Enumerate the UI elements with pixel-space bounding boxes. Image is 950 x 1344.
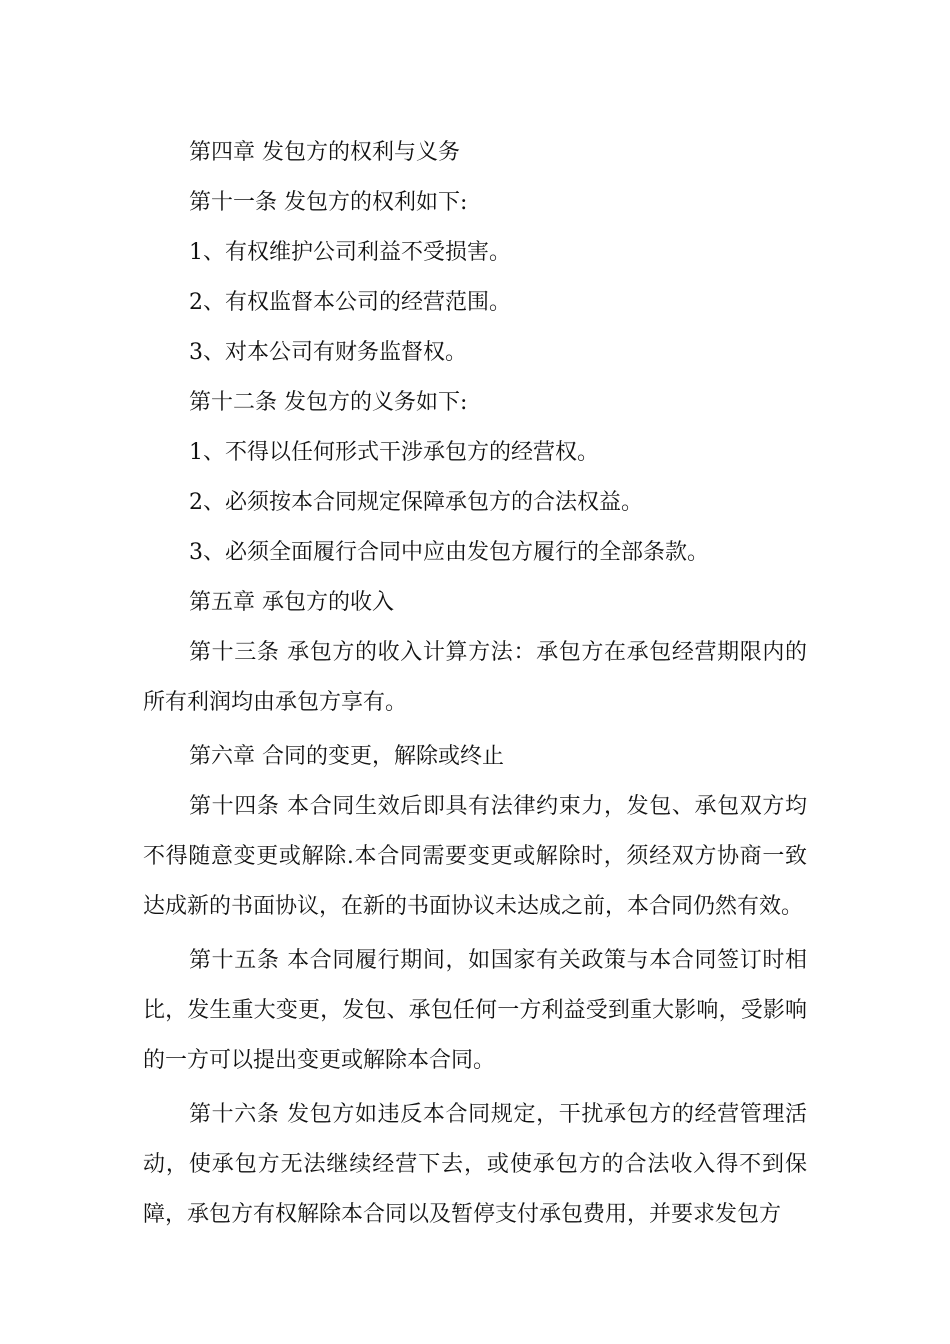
article-heading: 第十一条 发包方的权利如下: bbox=[189, 190, 468, 215]
list-item: 3、对本公司有财务监督权。 bbox=[189, 340, 467, 365]
article-heading: 第十二条 发包方的义务如下: bbox=[189, 390, 468, 415]
chapter-heading: 第五章 承包方的收入 bbox=[189, 590, 394, 615]
list-item: 1、有权维护公司利益不受损害。 bbox=[189, 240, 511, 265]
article-paragraph: 第十三条 承包方的收入计算方法：承包方在承包经营期限内的所有利润均由承包方享有。 bbox=[143, 640, 807, 715]
list-item: 2、必须按本合同规定保障承包方的合法权益。 bbox=[189, 490, 643, 515]
list-item: 2、有权监督本公司的经营范围。 bbox=[189, 290, 511, 315]
list-item: 1、不得以任何形式干涉承包方的经营权。 bbox=[189, 440, 599, 465]
list-item: 3、必须全面履行合同中应由发包方履行的全部条款。 bbox=[189, 540, 709, 565]
article-paragraph: 第十五条 本合同履行期间，如国家有关政策与本合同签订时相比，发生重大变更，发包、承包任何一方利益受到重大影响，受影响的一方可以提出变更或解除本合同。 bbox=[143, 948, 807, 1073]
article-paragraph: 第十六条 发包方如违反本合同规定，干扰承包方的经营管理活动，使承包方无法继续经营下去，或使承包方的合法收入得不到保障，承包方有权解除本合同以及暂停支付承包费用，并要求发包方 bbox=[143, 1102, 807, 1227]
chapter-heading: 第四章 发包方的权利与义务 bbox=[189, 140, 460, 165]
chapter-heading: 第六章 合同的变更，解除或终止 bbox=[189, 744, 504, 769]
document-body bbox=[143, 128, 807, 1240]
article-paragraph: 第十四条 本合同生效后即具有法律约束力，发包、承包双方均不得随意变更或解除.本合同需要变更或解除时，须经双方协商一致达成新的书面协议，在新的书面协议未达成之前，本合同仍然有效。 bbox=[143, 794, 807, 919]
